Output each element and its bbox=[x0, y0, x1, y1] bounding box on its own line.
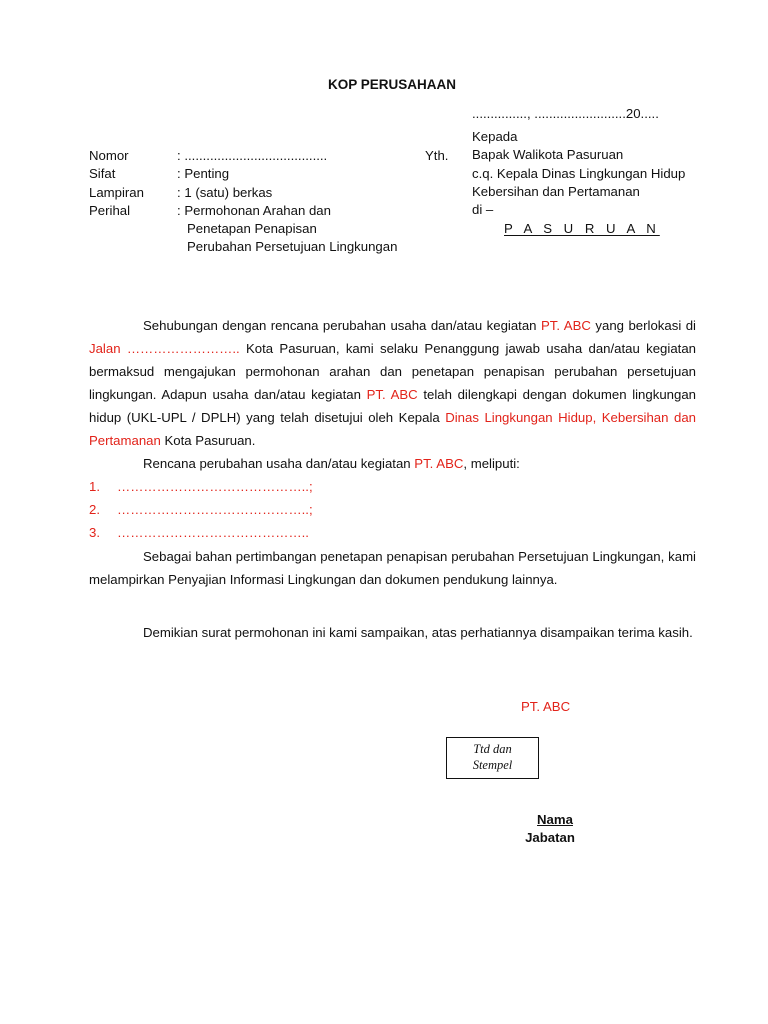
recipient-line: Bapak Walikota Pasuruan bbox=[472, 147, 624, 163]
list-text: ……………………………………..; bbox=[117, 479, 313, 494]
body-paragraph-1 bbox=[89, 314, 696, 452]
perihal-label: Perihal bbox=[89, 202, 131, 218]
text-segment: Sehubungan dengan rencana perubahan usaha dan/atau kegiatan bbox=[143, 318, 541, 333]
signatory-company: PT. ABC bbox=[521, 699, 571, 714]
yth-label: Yth. bbox=[425, 148, 449, 163]
perihal-continuation bbox=[187, 220, 397, 257]
signatory-position: Jabatan bbox=[525, 830, 575, 845]
recipient-line: di – bbox=[472, 202, 494, 218]
signature-stamp-text: Ttd dan Stempel bbox=[472, 742, 513, 772]
body-paragraph-2 bbox=[89, 452, 696, 475]
perihal-value: : Permohonan Arahan dan bbox=[177, 202, 331, 218]
list-number: 1. bbox=[89, 479, 100, 494]
text-segment: Kota Pasuruan. bbox=[160, 433, 256, 448]
text-segment: , meliputi: bbox=[463, 456, 520, 471]
body-paragraph-3: Sebagai bahan pertimbangan penetapan penapisan perubahan Persetujuan Lingkungan, kami melampirkan Penyajian Informasi Lingkungan dan dokumen pendukung lainnya. bbox=[89, 549, 696, 587]
recipient-line: Kepada bbox=[472, 129, 518, 144]
list-text: …………………………………….. bbox=[117, 525, 309, 540]
text-segment: yang berlokasi di bbox=[590, 318, 696, 333]
perihal-line: Penetapan Penapisan bbox=[187, 221, 317, 236]
sifat-value: : Penting bbox=[177, 166, 230, 182]
lampiran-value: : 1 (satu) berkas bbox=[177, 184, 273, 200]
list-number: 3. bbox=[89, 525, 100, 540]
nomor-label: Nomor bbox=[89, 148, 129, 163]
agency-name: Dinas Lingkungan Hidup, Kebersihan dan Pertamanan bbox=[89, 410, 696, 448]
perihal-line: Perubahan Persetujuan Lingkungan bbox=[187, 239, 398, 255]
company-name: PT. ABC bbox=[366, 387, 418, 402]
date-line: ..............., .........................20..... bbox=[472, 106, 659, 121]
sifat-label: Sifat bbox=[89, 166, 116, 182]
list-number: 2. bbox=[89, 502, 100, 517]
body-paragraph-4: Demikian surat permohonan ini kami sampaikan, atas perhatiannya disampaikan terima kasih. bbox=[143, 625, 693, 640]
recipient-block bbox=[472, 128, 685, 219]
address-placeholder: Jalan …………………….. bbox=[89, 341, 240, 356]
recipient-city: P A S U R U A N bbox=[504, 221, 660, 236]
lampiran-label: Lampiran bbox=[89, 184, 144, 200]
signatory-name: Nama bbox=[537, 812, 573, 827]
signature-stamp-box bbox=[446, 737, 539, 779]
text-segment: telah dilengkapi dengan dokumen lingkungan hidup (UKL-UPL / DPLH) yang telah disetujui oleh Kepala bbox=[89, 387, 696, 425]
text-segment: Rencana perubahan usaha dan/atau kegiatan bbox=[143, 456, 415, 471]
list-text: ……………………………………..; bbox=[117, 502, 313, 517]
text-segment: Kota Pasuruan, kami selaku Penanggung jawab usaha dan/atau kegiatan bermaksud mengajukan permohonan arahan dan penetapan penapisan perubahan persetujuan lingkungan. Adapun usaha dan/atau kegiatan bbox=[89, 341, 696, 402]
company-name: PT. ABC bbox=[414, 456, 464, 471]
recipient-line: c.q. Kepala Dinas Lingkungan Hidup bbox=[472, 165, 686, 181]
recipient-line: Kebersihan dan Pertamanan bbox=[472, 183, 640, 199]
nomor-value: : ....................................... bbox=[177, 148, 328, 163]
company-name: PT. ABC bbox=[541, 318, 591, 333]
letterhead-title: KOP PERUSAHAAN bbox=[327, 77, 457, 92]
